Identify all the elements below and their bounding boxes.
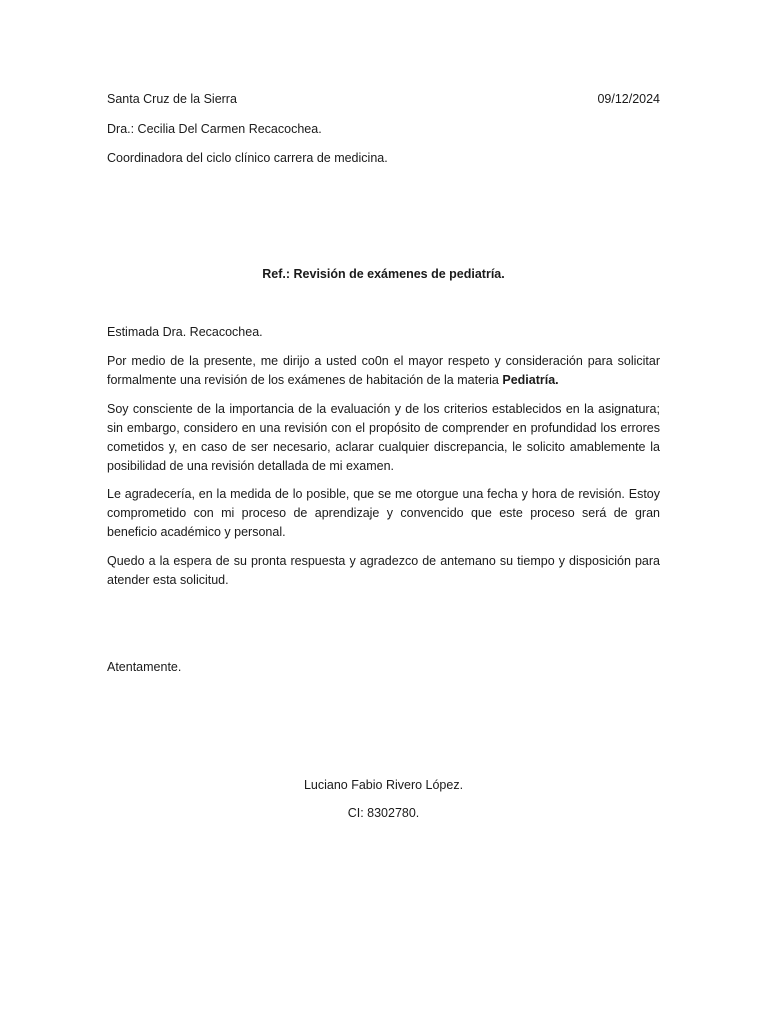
paragraph-2: Soy consciente de la importancia de la evaluación y de los criterios establecidos en la asignatura; sin embargo, considero en una revisión con el propósito de comprender en profundidad los errores cometidos y, en caso de ser necesario, aclarar cualquier discrepancia, le solicito amablemente la posibilidad de una revisión detallada de mi examen. [107,402,660,473]
recipient-role: Coordinadora del ciclo clínico carrera de medicina. [107,151,388,165]
header-line [107,90,660,109]
paragraph-3: Le agradecería, en la medida de lo posible, que se me otorgue una fecha y hora de revisión. Estoy comprometido con mi proceso de aprendizaje y convencido que este proceso será de gran beneficio académico y personal. [107,487,660,539]
paragraph-1 [107,352,660,390]
closing: Atentamente. [107,660,182,674]
reference-line: Ref.: Revisión de exámenes de pediatría. [262,267,505,281]
place-text: Santa Cruz de la Sierra [107,92,237,106]
recipient-name: Dra.: Cecilia Del Carmen Recacochea. [107,122,322,136]
date-text: 09/12/2024 [597,92,660,106]
signature-name: Luciano Fabio Rivero López. [303,778,464,792]
greeting: Estimada Dra. Recacochea. [107,325,263,339]
signature-ci: CI: 8302780. [347,806,420,820]
subject-name: Pediatría. [502,373,559,387]
paragraph-4: Quedo a la espera de su pronta respuesta y agradezco de antemano su tiempo y disposición para atender esta solicitud. [107,554,660,587]
paragraph-1-text: Por medio de la presente, me dirijo a usted co0n el mayor respeto y consideración para solicitar formalmente una revisión de los exámenes de habitación de la materia [107,354,660,387]
